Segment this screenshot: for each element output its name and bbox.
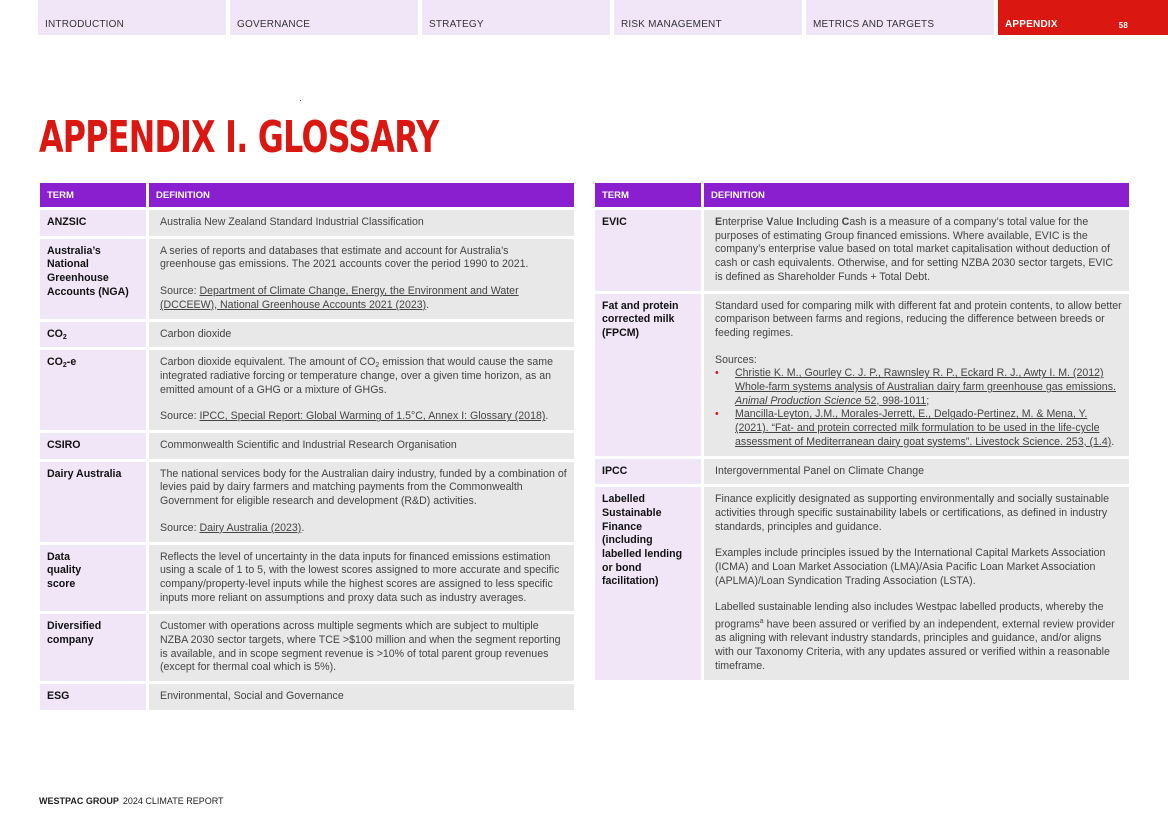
source-link[interactable]: Dairy Australia (2023) <box>199 521 302 534</box>
term-cell: Fat and protein corrected milk (FPCM) <box>595 294 701 456</box>
footer-report: 2024 CLIMATE REPORT <box>122 796 224 806</box>
table-row <box>40 350 574 430</box>
subscript: 2 <box>62 333 67 341</box>
acronym-letter: C <box>841 216 850 228</box>
acronym-letter: V <box>766 216 774 228</box>
nav-tab-appendix-label: APPENDIX <box>1005 19 1058 30</box>
acronym-letter: E <box>715 216 723 228</box>
definition-cell: Intergovernmental Panel on Climate Change <box>701 459 1129 485</box>
source-prefix: Source: <box>160 410 200 423</box>
definition-cell <box>146 462 574 542</box>
table-header-row <box>595 183 1129 207</box>
table-row <box>40 462 574 542</box>
definition-part: nterprise <box>722 216 767 228</box>
footer <box>39 796 224 806</box>
glossary-table-left <box>40 180 574 713</box>
term-cell: Dairy Australia <box>40 462 146 542</box>
list-item[interactable] <box>715 408 1122 449</box>
definition-part: have been assured or verified by an independent, external review provider as aligning with relevant industry standards, principles and guidance, and/or aligns with our Taxonomy Criteria, with any updates assured or verified within a reasonable timeframe. <box>715 618 1115 672</box>
definition-part: ash is a measure of a company’s total value for the purposes of estimating Group financed emissions. Where available, EVIC is the company’s enterprise value based on total market capitalisation without deduction of cash or cash equivalents. Otherwise, and for setting NZBA 2030 sector targets, EVIC is defined as Shareholder Funds + Total Debt. <box>715 216 1114 283</box>
nav-tab-risk-management[interactable]: RISK MANAGEMENT <box>614 0 802 35</box>
table-row <box>40 684 574 710</box>
definition-cell: Carbon dioxide <box>146 322 574 348</box>
term-cell: Labelled Sustainable Finance (including labelled lending or bond facilitation) <box>595 487 701 679</box>
source-link[interactable]: Mancilla-Leyton, J.M., Morales-Jerrett, E., Delgado-Pertinez, M. & Mena, Y. (2021). “Fat- and protein corrected milk formulation to be used in the life-cycle assessment of Mediterranean dairy goat systems”. Livestock Science. 253, (1.4) <box>735 408 1112 448</box>
definition-text <box>715 601 1122 673</box>
term-suffix: -e <box>66 356 77 369</box>
acronym-letter: I <box>796 216 800 228</box>
nav-tab-appendix[interactable] <box>998 0 1168 35</box>
definition-text: Standard used for comparing milk with different fat and protein contents, to allow better comparison between farms and regions, reducing the difference between breeds or feeding regimes. <box>715 299 1122 339</box>
definition-cell <box>701 294 1129 456</box>
term-column-header: TERM <box>595 183 701 207</box>
term-column-header: TERM <box>40 183 146 207</box>
definition-cell: Commonwealth Scientific and Industrial Research Organisation <box>146 433 574 459</box>
definition-cell <box>146 350 574 430</box>
source-line <box>160 410 567 424</box>
page-title: APPENDIX I. GLOSSARY <box>39 112 439 163</box>
definition-column-header: DEFINITION <box>146 183 574 207</box>
term-cell: IPCC <box>595 459 701 485</box>
definition-text: A series of reports and databases that estimate and account for Australia’s greenhouse gas emissions. The 2021 accounts cover the period 1990 to 2021. <box>160 244 529 271</box>
nav-tab-strategy[interactable]: STRATEGY <box>422 0 610 35</box>
table-row <box>40 433 574 459</box>
term-cell: Diversified company <box>40 614 146 681</box>
definition-text: Finance explicitly designated as supporting environmentally and socially sustainable activities through specific sustainability labels or certifications, as defined in industry standards, principles and guidance. <box>715 493 1109 533</box>
source-link[interactable]: IPCC, Special Report: Global Warming of 1.5°C, Annex I: Glossary (2018) <box>199 410 546 423</box>
term-cell: ANZSIC <box>40 210 146 236</box>
source-suffix: . <box>545 410 549 423</box>
definition-part: Carbon dioxide equivalent. The amount of CO <box>160 356 376 369</box>
definition-cell <box>701 210 1129 291</box>
source-link[interactable]: Department of Climate Change, Energy, the Environment and Water (DCCEEW), National Greenhouse Accounts 2021 (2023) <box>160 285 519 311</box>
table-row <box>40 614 574 681</box>
definition-part: Labelled sustainable lending also includes Westpac labelled products, whereby the programs <box>715 601 1104 631</box>
source-prefix: Source: <box>160 521 200 534</box>
definition-text <box>160 356 567 397</box>
definition-text: Examples include principles issued by the International Capital Markets Association (ICMA) and Loan Market Association (LMA)/Asia Pacific Loan Market Association (APLMA)/Loan Syndication Trading Association (LSTA). <box>715 547 1106 587</box>
table-header-row <box>40 183 574 207</box>
term-cell: Australia’s National Greenhouse Accounts (NGA) <box>40 239 146 319</box>
table-row <box>595 459 1129 485</box>
footer-brand: WESTPAC GROUP <box>39 796 119 806</box>
source-journal[interactable] <box>735 395 862 407</box>
table-row <box>40 322 574 348</box>
definition-cell: Reflects the level of uncertainty in the data inputs for financed emissions estimation using a scale of 1 to 5, with the lowest scores assigned to more accurate and specific company/property-level inputs while the highest scores are assigned to less specific inputs more reliant on assumptions and proxy data such as industry averages. <box>146 545 574 612</box>
glossary-table-right <box>595 180 1129 683</box>
table-row <box>595 210 1129 291</box>
subscript: 2 <box>375 362 380 370</box>
subscript: 2 <box>62 362 67 370</box>
definition-cell: Customer with operations across multiple segments which are subject to multiple NZBA 2030 sector targets, where TCE >$100 million and when the segment reporting is available, and in scope segment revenue is >10% of total parent group revenues (except for thermal coal which is 5%). <box>146 614 574 681</box>
source-suffix: . <box>301 521 305 534</box>
sources-list <box>715 367 1122 449</box>
definition-part: alue <box>773 216 797 228</box>
term-cell: EVIC <box>595 210 701 291</box>
source-line <box>160 285 567 312</box>
term-cell: ESG <box>40 684 146 710</box>
source-link[interactable]: Christie K. M., Gourley C. J. P., Rawnsley R. P., Eckard R. J., Awty I. M. (2012) Whole-farm systems analysis of Australian dairy farm greenhouse gas emissions. <box>735 367 1116 394</box>
list-item[interactable] <box>715 367 1122 408</box>
sources-label: Sources: <box>715 353 757 366</box>
term-cell: Data quality score <box>40 545 146 612</box>
source-end: ; <box>926 394 930 407</box>
definition-cell <box>146 239 574 319</box>
source-prefix: Source: <box>160 285 200 298</box>
term-text: CO <box>47 356 63 369</box>
definition-text: The national services body for the Australian dairy industry, funded by a combination of levies paid by dairy farmers and matching payments from the Commonwealth Government for eligible research and development (R&D) activities. <box>160 467 567 508</box>
source-link[interactable]: 52, 998-1011 <box>861 394 927 407</box>
term-cell: CSIRO <box>40 433 146 459</box>
definition-cell: Australia New Zealand Standard Industrial Classification <box>146 210 574 236</box>
journal-name: Animal Production Science <box>735 394 862 407</box>
term-text: CO <box>47 327 63 340</box>
nav-tab-metrics-and-targets[interactable]: METRICS AND TARGETS <box>806 0 994 35</box>
table-row <box>595 294 1129 456</box>
term-cell <box>40 350 146 430</box>
table-row <box>40 239 574 319</box>
source-end: . <box>1111 435 1115 448</box>
nav-tab-introduction[interactable]: INTRODUCTION <box>38 0 226 35</box>
page-number: 58 <box>1118 21 1128 30</box>
definition-part: emission that would cause the same integrated radiative forcing or temperature change, over a given time horizon, as an emitted amount of a GHG or a mixture of GHGs. <box>160 356 553 396</box>
definition-cell <box>701 487 1129 679</box>
definition-column-header: DEFINITION <box>701 183 1129 207</box>
term-cell <box>40 322 146 348</box>
footnote-marker[interactable]: a <box>759 618 764 626</box>
source-line <box>160 522 567 536</box>
source-suffix: . <box>426 298 430 311</box>
definition-part: ncluding <box>799 216 842 228</box>
table-row <box>40 210 574 236</box>
stray-dot <box>300 100 301 101</box>
table-row <box>40 545 574 612</box>
nav-tab-governance[interactable]: GOVERNANCE <box>230 0 418 35</box>
definition-cell: Environmental, Social and Governance <box>146 684 574 710</box>
top-navigation <box>38 0 1168 35</box>
table-row <box>595 487 1129 679</box>
